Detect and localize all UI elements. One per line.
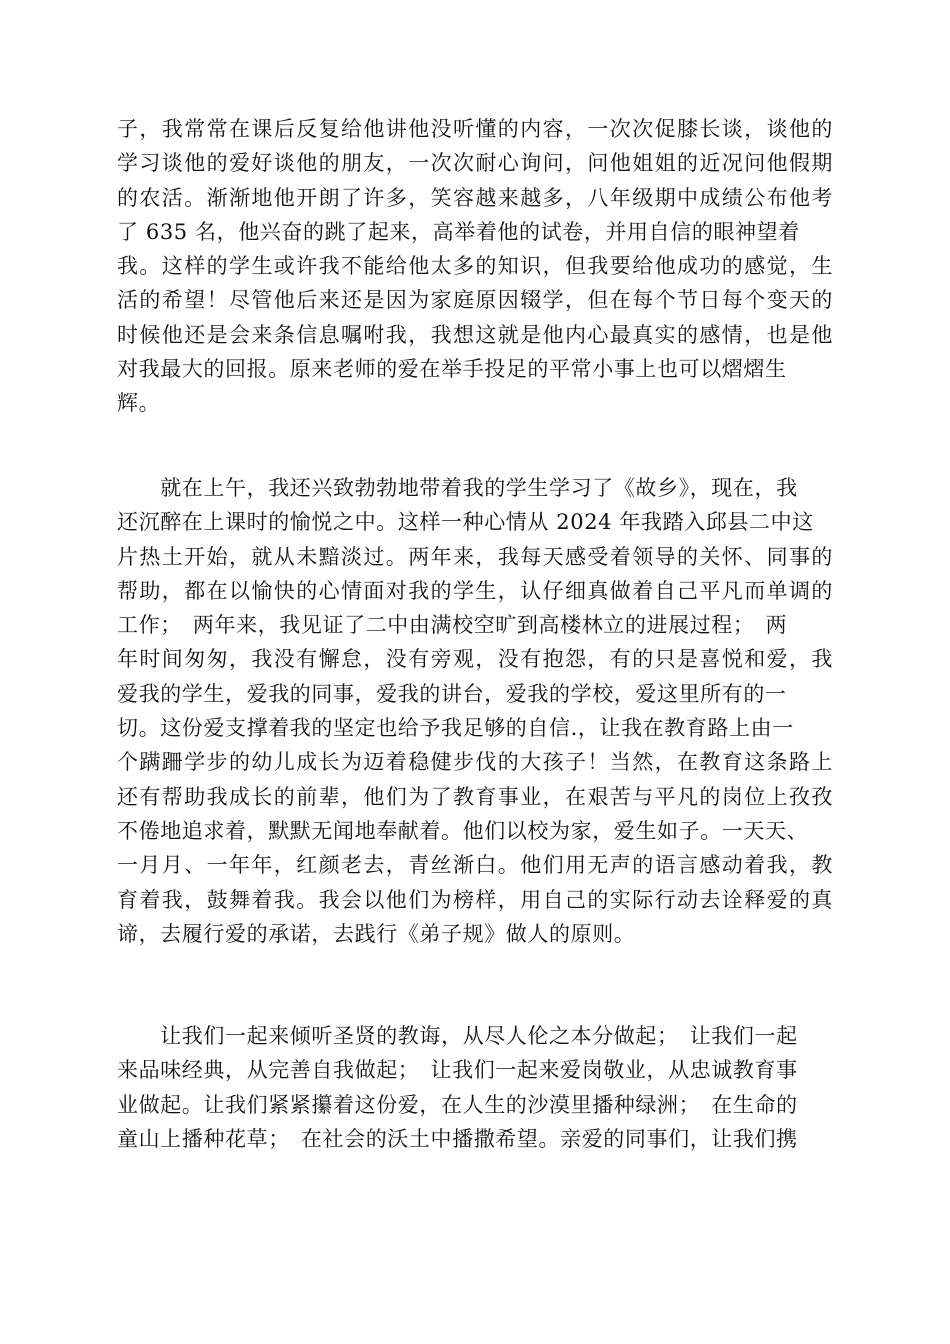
paragraph-line: 不倦地追求着，默默无闻地奉献着。他们以校为家，爱生如子。一天天、 xyxy=(117,818,809,843)
paragraph-line: 帮助，都在以愉快的心情面对我的学生，认仔细真做着自己平凡而单调的 xyxy=(117,578,833,603)
paragraph-line: 来品味经典，从完善自我做起； 让我们一起来爱岗敬业，从忠诚教育事 xyxy=(117,1058,798,1083)
paragraph-line: 辉。 xyxy=(117,391,161,416)
paragraph-line: 育着我，鼓舞着我。我会以他们为榜样，用自己的实际行动去诠释爱的真 xyxy=(117,887,833,912)
paragraph-line: 学习谈他的爱好谈他的朋友，一次次耐心询问，问他姐姐的近况问他假期 xyxy=(117,151,833,176)
paragraph-line: 还有帮助我成长的前辈，他们为了教育事业，在艰苦与平凡的岗位上孜孜 xyxy=(117,784,833,809)
paragraph-line: 谛，去履行爱的承诺，去践行《弟子规》做人的原则。 xyxy=(117,921,636,946)
paragraph-line: 年时间匆匆，我没有懈怠，没有旁观，没有抱怨，有的只是喜悦和爱，我 xyxy=(117,647,833,672)
paragraph-line: 切。这份爱支撑着我的坚定也给予我足够的自信.，让我在教育路上由一 xyxy=(117,716,794,741)
paragraph-line: 个蹒跚学步的幼儿成长为迈着稳健步伐的大孩子！当然，在教育这条路上 xyxy=(117,750,833,775)
paragraph-line: 的农活。渐渐地他开朗了许多，笑容越来越多，八年级期中成绩公布他考 xyxy=(117,185,833,210)
paragraph-1 xyxy=(117,112,833,421)
paragraph-line: 童山上播种花草； 在社会的沃土中播撒希望。亲爱的同事们，让我们携 xyxy=(117,1126,798,1151)
paragraph-line: 业做起。让我们紧紧攥着这份爱，在人生的沙漠里播种绿洲； 在生命的 xyxy=(117,1092,798,1117)
paragraph-line: 还沉醉在上课时的愉悦之中。这样一种心情从 2024 年我踏入邱县二中这 xyxy=(117,510,814,535)
paragraph-line: 让我们一起来倾听圣贤的教诲，从尽人伦之本分做起； 让我们一起 xyxy=(117,1024,798,1048)
paragraph-2 xyxy=(117,471,833,951)
paragraph-line: 了 635 名，他兴奋的跳了起来，高举着他的试卷，并用自信的眼神望着 xyxy=(117,219,800,244)
paragraph-line: 对我最大的回报。原来老师的爱在举手投足的平常小事上也可以熠熠生 xyxy=(117,357,787,382)
paragraph-line: 我。这样的学生或许我不能给他太多的知识，但我要给他成功的感觉，生 xyxy=(117,254,833,279)
paragraph-line: 就在上午，我还兴致勃勃地带着我的学生学习了《故乡》，现在，我 xyxy=(117,476,798,500)
paragraph-line: 子，我常常在课后反复给他讲他没听懂的内容，一次次促膝长谈，谈他的 xyxy=(117,117,833,141)
paragraph-line: 爱我的学生，爱我的同事，爱我的讲台，爱我的学校，爱这里所有的一 xyxy=(117,681,787,706)
paragraph-line: 片热土开始，就从未黯淡过。两年来，我每天感受着领导的关怀、同事的 xyxy=(117,544,833,569)
paragraph-line: 活的希望！尽管他后来还是因为家庭原因辍学，但在每个节日每个变天的 xyxy=(117,288,833,313)
paragraph-line: 时候他还是会来条信息嘱咐我，我想这就是他内心最真实的感情，也是他 xyxy=(117,322,833,347)
paragraph-line: 工作； 两年来，我见证了二中由满校空旷到高楼林立的进展过程； 两 xyxy=(117,613,788,638)
paragraph-line: 一月月、一年年，红颜老去，青丝渐白。他们用无声的语言感动着我，教 xyxy=(117,853,833,878)
paragraph-3 xyxy=(117,1019,833,1156)
